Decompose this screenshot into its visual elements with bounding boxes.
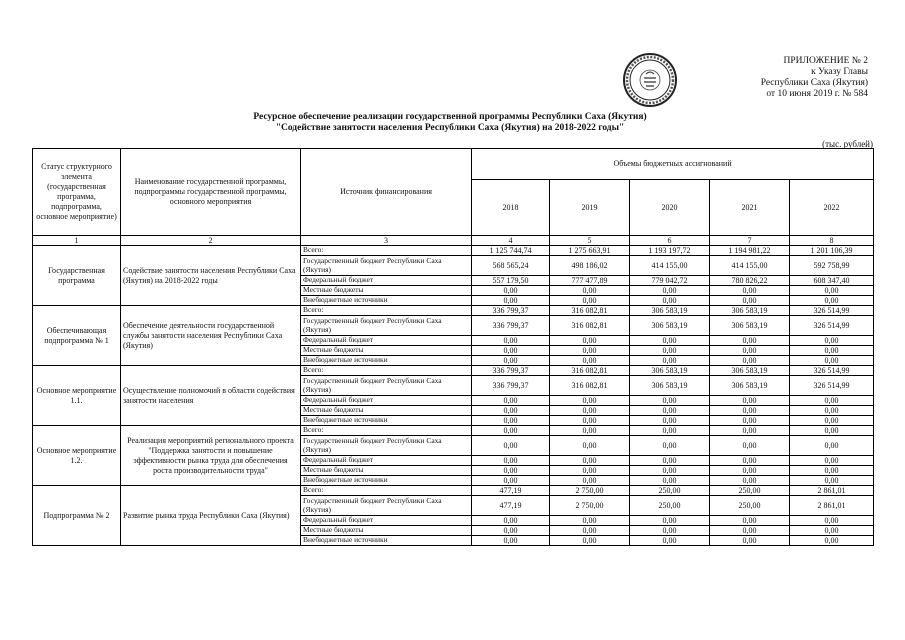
funding-source: Местные бюджеты	[301, 526, 472, 536]
column-number: 4	[472, 236, 550, 246]
budget-value: 780 826,22	[710, 276, 790, 286]
unit-label: (тыс. рублей)	[822, 139, 873, 149]
funding-source: Всего:	[301, 426, 472, 436]
budget-value: 0,00	[710, 466, 790, 476]
budget-value: 0,00	[630, 286, 710, 296]
budget-value: 306 583,19	[630, 316, 710, 336]
budget-value: 0,00	[790, 526, 874, 536]
program-name: Содействие занятости населения Республики Саха (Якутия) на 2018-2022 годы	[121, 246, 301, 306]
header-status: Статус структурного элемента (государственная программа, подпрограмма, основное мероприятие)	[33, 149, 121, 236]
budget-value: 336 799,37	[472, 316, 550, 336]
budget-value: 0,00	[790, 436, 874, 456]
budget-value: 0,00	[472, 476, 550, 486]
funding-source: Государственный бюджет Республики Саха (Якутия)	[301, 316, 472, 336]
element-status: Подпрограмма № 2	[33, 486, 121, 546]
budget-value: 498 186,02	[550, 256, 630, 276]
header-source: Источник финансирования	[301, 149, 472, 236]
header-volumes: Объемы бюджетных ассигнований	[472, 149, 874, 180]
budget-value: 316 082,81	[550, 376, 630, 396]
budget-value: 0,00	[790, 536, 874, 546]
budget-value: 326 514,99	[790, 316, 874, 336]
budget-value: 0,00	[472, 516, 550, 526]
budget-value: 0,00	[710, 416, 790, 426]
budget-value: 477,19	[472, 486, 550, 496]
header-year: 2022	[790, 180, 874, 236]
budget-value: 0,00	[710, 526, 790, 536]
funding-source: Государственный бюджет Республики Саха (Якутия)	[301, 376, 472, 396]
budget-value: 306 583,19	[710, 306, 790, 316]
budget-value: 1 201 106,39	[790, 246, 874, 256]
header-name: Наименование государственной программы, подпрограммы государственной программы, основного мероприятия	[121, 149, 301, 236]
budget-value: 0,00	[630, 536, 710, 546]
budget-value: 0,00	[472, 436, 550, 456]
budget-value: 0,00	[550, 286, 630, 296]
document-title	[140, 112, 760, 134]
budget-value: 0,00	[790, 426, 874, 436]
budget-value: 0,00	[710, 286, 790, 296]
budget-value: 0,00	[790, 456, 874, 466]
budget-value: 0,00	[790, 336, 874, 346]
header-year: 2020	[630, 180, 710, 236]
budget-value: 0,00	[710, 426, 790, 436]
funding-source: Внебюджетные источники	[301, 416, 472, 426]
budget-value: 316 082,81	[550, 306, 630, 316]
funding-source: Внебюджетные источники	[301, 476, 472, 486]
funding-source: Внебюджетные источники	[301, 296, 472, 306]
budget-value: 477,19	[472, 496, 550, 516]
funding-source: Государственный бюджет Республики Саха (Якутия)	[301, 436, 472, 456]
budget-value: 0,00	[710, 436, 790, 456]
budget-value: 2 861,01	[790, 486, 874, 496]
table-row	[33, 306, 874, 316]
program-name: Реализация мероприятий регионального проекта "Поддержка занятости и повышение эффективности рынка труда для обеспечения роста производительности труда"	[121, 426, 301, 486]
budget-value: 0,00	[550, 296, 630, 306]
budget-value: 0,00	[550, 536, 630, 546]
funding-source: Федеральный бюджет	[301, 516, 472, 526]
budget-value: 2 750,00	[550, 486, 630, 496]
budget-value: 1 275 663,91	[550, 246, 630, 256]
budget-value: 336 799,37	[472, 306, 550, 316]
budget-value: 0,00	[472, 426, 550, 436]
budget-value: 316 082,81	[550, 366, 630, 376]
budget-value: 0,00	[550, 346, 630, 356]
budget-value: 777 477,89	[550, 276, 630, 286]
budget-value: 0,00	[550, 406, 630, 416]
funding-source: Федеральный бюджет	[301, 396, 472, 406]
budget-value: 0,00	[630, 516, 710, 526]
column-number: 2	[121, 236, 301, 246]
budget-value: 250,00	[710, 486, 790, 496]
budget-value: 0,00	[790, 466, 874, 476]
budget-value: 1 193 197,72	[630, 246, 710, 256]
budget-value: 0,00	[472, 396, 550, 406]
budget-value: 0,00	[550, 526, 630, 536]
funding-source: Государственный бюджет Республики Саха (Якутия)	[301, 256, 472, 276]
budget-value: 0,00	[710, 336, 790, 346]
budget-value: 0,00	[550, 336, 630, 346]
table-body	[33, 246, 874, 546]
budget-value: 0,00	[710, 536, 790, 546]
budget-value: 1 194 981,22	[710, 246, 790, 256]
budget-value: 2 750,00	[550, 496, 630, 516]
budget-value: 0,00	[550, 516, 630, 526]
header-year: 2021	[710, 180, 790, 236]
program-name: Развитие рынка труда Республики Саха (Якутия)	[121, 486, 301, 546]
budget-value: 306 583,19	[630, 376, 710, 396]
budget-value: 0,00	[472, 336, 550, 346]
budget-value: 0,00	[472, 356, 550, 366]
funding-source: Всего:	[301, 486, 472, 496]
budget-value: 0,00	[790, 346, 874, 356]
column-number: 8	[790, 236, 874, 246]
element-status: Государственная программа	[33, 246, 121, 306]
budget-value: 0,00	[710, 296, 790, 306]
budget-value: 0,00	[630, 396, 710, 406]
element-status: Обеспечивающая подпрограмма № 1	[33, 306, 121, 366]
budget-value: 0,00	[790, 296, 874, 306]
funding-source: Государственный бюджет Республики Саха (Якутия)	[301, 496, 472, 516]
budget-value: 0,00	[472, 296, 550, 306]
budget-value: 306 583,19	[710, 316, 790, 336]
budget-value: 0,00	[550, 416, 630, 426]
element-status: Основное мероприятие 1.1.	[33, 366, 121, 426]
budget-value: 306 583,19	[710, 366, 790, 376]
budget-value: 0,00	[550, 436, 630, 456]
budget-value: 414 155,00	[630, 256, 710, 276]
funding-source: Внебюджетные источники	[301, 536, 472, 546]
budget-value: 326 514,99	[790, 366, 874, 376]
budget-value: 2 861,01	[790, 496, 874, 516]
table-row	[33, 426, 874, 436]
table-row	[33, 366, 874, 376]
budget-value: 0,00	[790, 356, 874, 366]
column-number: 5	[550, 236, 630, 246]
column-number: 3	[301, 236, 472, 246]
funding-source: Местные бюджеты	[301, 466, 472, 476]
budget-value: 0,00	[710, 356, 790, 366]
budget-value: 0,00	[550, 466, 630, 476]
budget-value: 0,00	[472, 346, 550, 356]
column-number-row	[33, 236, 874, 246]
budget-value: 0,00	[630, 436, 710, 456]
budget-value: 0,00	[790, 416, 874, 426]
funding-source: Всего:	[301, 246, 472, 256]
funding-source: Всего:	[301, 366, 472, 376]
element-status: Основное мероприятие 1.2.	[33, 426, 121, 486]
budget-value: 592 758,99	[790, 256, 874, 276]
column-number: 6	[630, 236, 710, 246]
budget-value: 250,00	[630, 486, 710, 496]
budget-value: 0,00	[790, 396, 874, 406]
table-row	[33, 486, 874, 496]
budget-value: 336 799,37	[472, 376, 550, 396]
appendix-block	[668, 56, 868, 100]
budget-value: 779 042,72	[630, 276, 710, 286]
funding-source: Местные бюджеты	[301, 406, 472, 416]
budget-value: 306 583,19	[630, 306, 710, 316]
funding-source: Федеральный бюджет	[301, 336, 472, 346]
budget-value: 0,00	[630, 416, 710, 426]
appendix-decree: к Указу Главы	[811, 67, 868, 77]
header-year: 2019	[550, 180, 630, 236]
budget-value: 326 514,99	[790, 376, 874, 396]
funding-source: Местные бюджеты	[301, 346, 472, 356]
funding-source: Местные бюджеты	[301, 286, 472, 296]
budget-value: 250,00	[630, 496, 710, 516]
budget-value: 0,00	[710, 346, 790, 356]
budget-value: 0,00	[630, 346, 710, 356]
title-line-2: "Содействие занятости населения Республики Саха (Якутия) на 2018-2022 годы"	[275, 123, 625, 133]
budget-value: 0,00	[710, 456, 790, 466]
appendix-authority: Республики Саха (Якутия)	[760, 78, 868, 88]
budget-value: 0,00	[630, 426, 710, 436]
budget-value: 414 155,00	[710, 256, 790, 276]
budget-value: 0,00	[550, 456, 630, 466]
table-row	[33, 246, 874, 256]
budget-value: 0,00	[472, 466, 550, 476]
budget-value: 0,00	[790, 516, 874, 526]
budget-value: 0,00	[710, 406, 790, 416]
appendix-number: ПРИЛОЖЕНИЕ № 2	[783, 56, 868, 66]
budget-value: 0,00	[550, 476, 630, 486]
budget-value: 0,00	[630, 296, 710, 306]
budget-value: 0,00	[630, 406, 710, 416]
budget-value: 0,00	[790, 476, 874, 486]
budget-value: 306 583,19	[710, 376, 790, 396]
budget-value: 0,00	[550, 396, 630, 406]
budget-value: 608 347,40	[790, 276, 874, 286]
budget-value: 0,00	[710, 396, 790, 406]
budget-value: 557 179,50	[472, 276, 550, 286]
funding-source: Внебюджетные источники	[301, 356, 472, 366]
budget-value: 0,00	[472, 286, 550, 296]
budget-value: 0,00	[630, 456, 710, 466]
program-name: Осуществление полномочий в области содействия занятости населения	[121, 366, 301, 426]
budget-value: 0,00	[550, 356, 630, 366]
budget-value: 306 583,19	[630, 366, 710, 376]
budget-value: 0,00	[472, 526, 550, 536]
budget-value: 316 082,81	[550, 316, 630, 336]
budget-value: 0,00	[630, 476, 710, 486]
budget-value: 1 125 744,74	[472, 246, 550, 256]
funding-source: Федеральный бюджет	[301, 456, 472, 466]
funding-source: Федеральный бюджет	[301, 276, 472, 286]
column-number: 7	[710, 236, 790, 246]
program-name: Обеспечение деятельности государственной службы занятости населения Республики Саха (Якутия)	[121, 306, 301, 366]
budget-value: 250,00	[710, 496, 790, 516]
funding-source: Всего:	[301, 306, 472, 316]
budget-value: 0,00	[472, 536, 550, 546]
budget-value: 0,00	[630, 336, 710, 346]
header-year: 2018	[472, 180, 550, 236]
budget-value: 0,00	[630, 356, 710, 366]
budget-value: 0,00	[710, 476, 790, 486]
budget-value: 0,00	[630, 466, 710, 476]
resource-table	[32, 148, 874, 546]
budget-value: 568 565,24	[472, 256, 550, 276]
budget-value: 0,00	[710, 516, 790, 526]
budget-value: 0,00	[472, 406, 550, 416]
budget-value: 326 514,99	[790, 306, 874, 316]
budget-value: 0,00	[790, 406, 874, 416]
budget-value: 0,00	[630, 526, 710, 536]
title-line-1: Ресурсное обеспечение реализации государственной программы Республики Саха (Якутия)	[253, 112, 647, 122]
budget-value: 0,00	[472, 456, 550, 466]
budget-value: 0,00	[550, 426, 630, 436]
budget-value: 336 799,37	[472, 366, 550, 376]
appendix-date: от 10 июня 2019 г. № 584	[766, 89, 868, 99]
budget-value: 0,00	[790, 286, 874, 296]
column-number: 1	[33, 236, 121, 246]
budget-value: 0,00	[472, 416, 550, 426]
